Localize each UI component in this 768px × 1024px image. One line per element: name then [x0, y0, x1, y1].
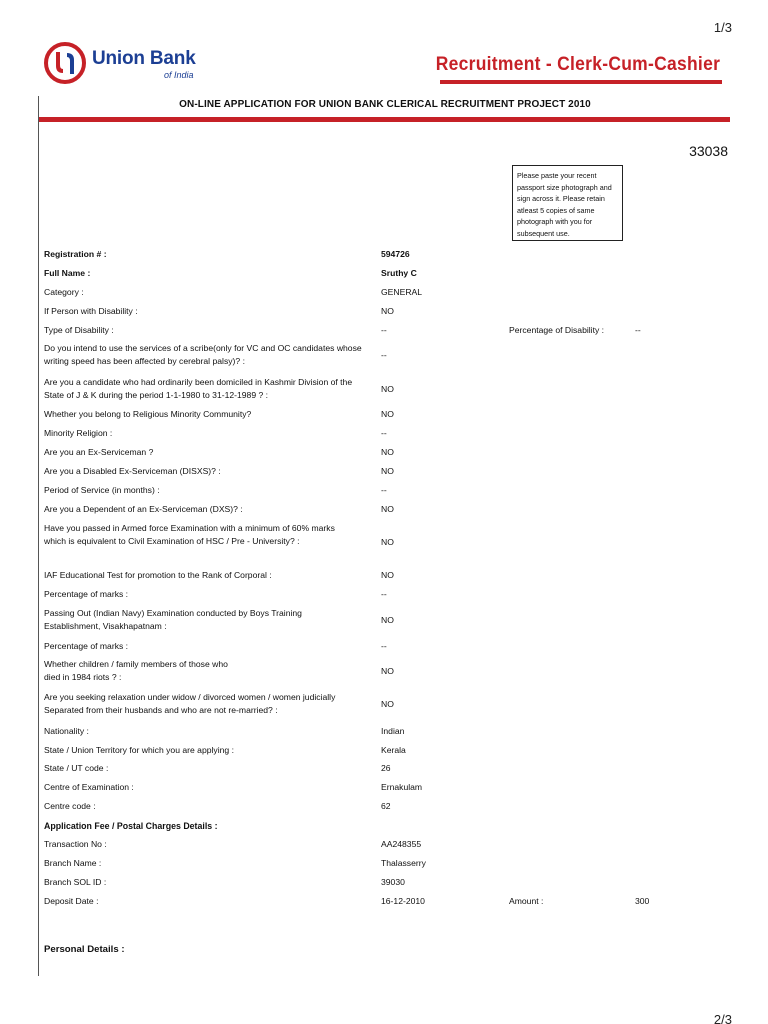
- field-label: Deposit Date :: [44, 896, 99, 906]
- field-value: 594726: [381, 249, 410, 259]
- field-label: Full Name :: [44, 268, 91, 278]
- field-value: Thalasserry: [381, 858, 426, 868]
- field-label: IAF Educational Test for promotion to the Rank of Corporal :: [44, 570, 272, 580]
- field-label: Are you an Ex-Serviceman ?: [44, 447, 154, 457]
- field-label: Centre code :: [44, 801, 96, 811]
- field-label: Branch SOL ID :: [44, 877, 107, 887]
- field-value: NO: [381, 537, 394, 547]
- page-number-top: 1/3: [713, 20, 732, 35]
- field-label: Period of Service (in months) :: [44, 485, 160, 495]
- page-number-bottom: 2/3: [713, 1012, 732, 1024]
- field-value: NO: [381, 699, 394, 709]
- photo-box: Please paste your recent passport size photograph and sign across it. Please retain atleast 5 copies of same photograph with you for subsequent use.: [512, 165, 623, 241]
- field-value-secondary: 300: [635, 896, 650, 906]
- field-label: Whether you belong to Religious Minority Community?: [44, 409, 252, 419]
- field-value: NO: [381, 466, 394, 476]
- logo-subtitle: of India: [164, 70, 194, 80]
- field-value: --: [381, 350, 387, 360]
- field-label: Percentage of marks :: [44, 589, 129, 599]
- field-value-secondary: --: [635, 325, 641, 335]
- field-value: 16-12-2010: [381, 896, 425, 906]
- field-label: Are you a Dependent of an Ex-Serviceman (DXS)? :: [44, 504, 243, 514]
- field-label: Do you intend to use the services of a scribe(only for VC and OC candidates whose writing speed has been affected by cerebral palsy)? :: [44, 343, 362, 366]
- field-label: Type of Disability :: [44, 325, 114, 335]
- field-label: Are you seeking relaxation under widow / divorced women / women judicially Separated from their husbands and who are not re-married? :: [44, 692, 336, 715]
- field-label: Have you passed in Armed force Examination with a minimum of 60% marks which is equivalent to Civil Examination of HSC / Pre - University? :: [44, 523, 335, 546]
- title-band: [39, 117, 730, 122]
- union-bank-logo-icon: [44, 42, 86, 84]
- form-left-border: [38, 96, 39, 976]
- field-value: 39030: [381, 877, 405, 887]
- field-label: Minority Religion :: [44, 428, 113, 438]
- field-value: --: [381, 485, 387, 495]
- field-value: AA248355: [381, 839, 422, 849]
- field-label: Whether children / family members of those who died in 1984 riots ? :: [44, 659, 228, 682]
- field-label: Passing Out (Indian Navy) Examination conducted by Boys Training Establishment, Visakhapatnam :: [44, 608, 302, 631]
- application-number: 33038: [689, 143, 728, 159]
- field-label: State / Union Territory for which you are applying :: [44, 745, 234, 755]
- field-label: If Person with Disability :: [44, 306, 138, 316]
- personal-details-heading: Personal Details :: [44, 944, 125, 955]
- logo-name: Union Bank: [92, 48, 196, 69]
- field-value: NO: [381, 447, 394, 457]
- field-value: 26: [381, 763, 391, 773]
- bank-logo: [44, 42, 224, 88]
- field-value: --: [381, 325, 387, 335]
- header-title: Recruitment - Clerk-Cum-Cashier: [435, 54, 720, 75]
- field-label: Centre of Examination :: [44, 782, 134, 792]
- field-value: NO: [381, 615, 394, 625]
- form-title: ON-LINE APPLICATION FOR UNION BANK CLERICAL RECRUITMENT PROJECT 2010: [179, 99, 591, 110]
- field-value: Ernakulam: [381, 782, 423, 792]
- field-label: Are you a candidate who had ordinarily been domiciled in Kashmir Division of the State of J & K during the period 1-1-1980 to 31-12-1989 ? :: [44, 377, 353, 400]
- field-value: --: [381, 428, 387, 438]
- field-value: GENERAL: [381, 287, 423, 297]
- field-label-secondary: Percentage of Disability :: [509, 325, 605, 335]
- field-label: Are you a Disabled Ex-Serviceman (DISXS)? :: [44, 466, 221, 476]
- field-label: Transaction No :: [44, 839, 107, 849]
- field-label: Category :: [44, 287, 84, 297]
- field-value: Indian: [381, 726, 405, 736]
- field-label: Percentage of marks :: [44, 641, 129, 651]
- field-label: Branch Name :: [44, 858, 102, 868]
- field-value: 62: [381, 801, 391, 811]
- field-value: Kerala: [381, 745, 406, 755]
- field-value: NO: [381, 306, 394, 316]
- field-value: NO: [381, 570, 394, 580]
- field-label: State / UT code :: [44, 763, 109, 773]
- field-value: NO: [381, 384, 394, 394]
- field-value: NO: [381, 666, 394, 676]
- field-label-secondary: Amount :: [509, 896, 544, 906]
- field-value: --: [381, 589, 387, 599]
- field-value: Sruthy C: [381, 268, 417, 278]
- field-label: Nationality :: [44, 726, 89, 736]
- field-value: --: [381, 641, 387, 651]
- fee-section-heading: Application Fee / Postal Charges Details :: [44, 821, 218, 831]
- field-value: NO: [381, 409, 394, 419]
- header-rule: [440, 80, 722, 84]
- field-value: NO: [381, 504, 394, 514]
- field-label: Registration # :: [44, 249, 107, 259]
